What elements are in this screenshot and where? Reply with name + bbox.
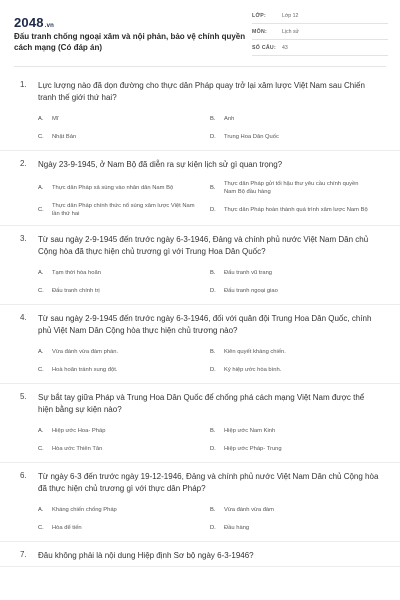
document-title: Đấu tranh chống ngoại xâm và nội phản, bảo vệ chính quyền cách mạng (Có đáp án)	[14, 32, 246, 52]
meta-row-class: LỚP: Lớp 12	[252, 12, 388, 24]
answer-options	[38, 110, 388, 146]
answer-options	[38, 264, 388, 300]
question-6	[0, 463, 400, 542]
option-a[interactable]: A. Kháng chiến chống Pháp	[38, 507, 117, 513]
question-4	[0, 305, 400, 384]
question-5	[0, 384, 400, 463]
question-7	[0, 542, 400, 567]
option-d[interactable]: D. Đầu hàng	[210, 525, 250, 531]
question-number: 7.	[20, 550, 27, 559]
question-text: Từ ngày 6-3 đến trước ngày 19-12-1946, Đảng và chính phủ nước Việt Nam Dân chủ Cộng hòa đã thực hiện chủ trương gì với thực dân Pháp?	[38, 472, 379, 493]
header	[0, 0, 400, 64]
question-number: 4.	[20, 313, 27, 322]
question-1	[0, 72, 400, 151]
question-text: Sự bắt tay giữa Pháp và Trung Hoa Dân Quốc để chống phá cách mạng Việt Nam được thể hiện bằng sự kiện nào?	[38, 393, 365, 414]
option-d[interactable]: D. Thực dân Pháp hoàn thành quá trình xâm lược Nam Bộ	[210, 207, 368, 213]
option-c[interactable]: C. Hòa ước Thiên Tân	[38, 446, 103, 452]
answer-options	[38, 343, 388, 379]
question-list	[0, 72, 400, 567]
question-text: Từ sau ngày 2-9-1945 đến trước ngày 6-3-1946, Đảng và chính phủ nước Việt Nam Dân chủ Cộng hòa đã thực hiện chủ trương gì với Trung Hoa Dân Quốc?	[38, 235, 369, 256]
option-d[interactable]: D. Hiệp ước Pháp- Trung	[210, 446, 282, 452]
question-text: Lực lượng nào đã dọn đường cho thực dân Pháp quay trở lại xâm lược Việt Nam sau Chiến tranh thế giới thứ hai?	[38, 81, 365, 102]
question-number: 5.	[20, 392, 27, 401]
question-number: 3.	[20, 234, 27, 243]
option-b[interactable]: B. Anh	[210, 116, 235, 122]
option-b[interactable]: B. Đấu tranh vũ trang	[210, 270, 273, 276]
header-divider	[14, 66, 386, 67]
question-3	[0, 226, 400, 305]
site-logo[interactable]: 2048.vn	[14, 15, 55, 30]
option-c[interactable]: C. Nhật Bản	[38, 134, 77, 140]
option-d[interactable]: D. Đấu tranh ngoại giao	[210, 288, 278, 294]
option-a[interactable]: A. Mĩ	[38, 116, 59, 122]
question-number: 6.	[20, 471, 27, 480]
option-a[interactable]: A. Vừa đánh vừa đàm phán.	[38, 349, 119, 355]
option-c[interactable]: C. Hoà hoãn tránh xung đột.	[38, 367, 118, 373]
question-text: Từ sau ngày 2-9-1945 đến trước ngày 6-3-1946, đối với quân đội Trung Hoa Dân Quốc, chính phủ Việt Nam Dân Cộng hòa thực hiện chủ trương nào?	[38, 314, 372, 335]
option-c[interactable]: C. Hòa để tiến	[38, 525, 82, 531]
option-a[interactable]: A. Hiệp ước Hoa- Pháp	[38, 428, 106, 434]
question-text: Đâu không phải là nội dung Hiệp định Sơ bộ ngày 6-3-1946?	[38, 551, 254, 560]
option-c[interactable]: C. Thực dân Pháp chính thức nổ súng xâm lược Việt Nam lần thứ hai	[38, 203, 195, 217]
answer-options	[38, 422, 388, 458]
option-b[interactable]: B. Vừa đánh vừa đàm	[210, 507, 274, 513]
option-a[interactable]: A. Thực dân Pháp xả súng vào nhân dân Nam Bộ	[38, 185, 174, 191]
meta-row-subject: MÔN: Lịch sử	[252, 28, 388, 40]
option-d[interactable]: D. Trung Hoa Dân Quốc	[210, 134, 279, 140]
option-b[interactable]: B. Thực dân Pháp gửi tối hậu thư yêu cầu chính quyền Nam Bộ đầu hàng	[210, 181, 359, 195]
option-c[interactable]: C. Đấu tranh chính trị	[38, 288, 100, 294]
document-meta	[252, 12, 388, 60]
option-b[interactable]: B. Kiên quyết kháng chiến.	[210, 349, 286, 355]
answer-options	[38, 177, 388, 221]
option-b[interactable]: B. Hiệp ước Nam Kinh	[210, 428, 276, 434]
option-a[interactable]: A. Tạm thời hòa hoãn	[38, 270, 101, 276]
question-2	[0, 151, 400, 226]
answer-options	[38, 501, 388, 537]
question-text: Ngày 23-9-1945, ở Nam Bộ đã diễn ra sự kiện lịch sử gì quan trọng?	[38, 160, 283, 169]
question-number: 2.	[20, 159, 27, 168]
option-d[interactable]: D. Ký hiệp ước hòa bình.	[210, 367, 282, 373]
meta-row-question-count: SỐ CÂU: 43	[252, 44, 388, 56]
question-number: 1.	[20, 80, 27, 89]
